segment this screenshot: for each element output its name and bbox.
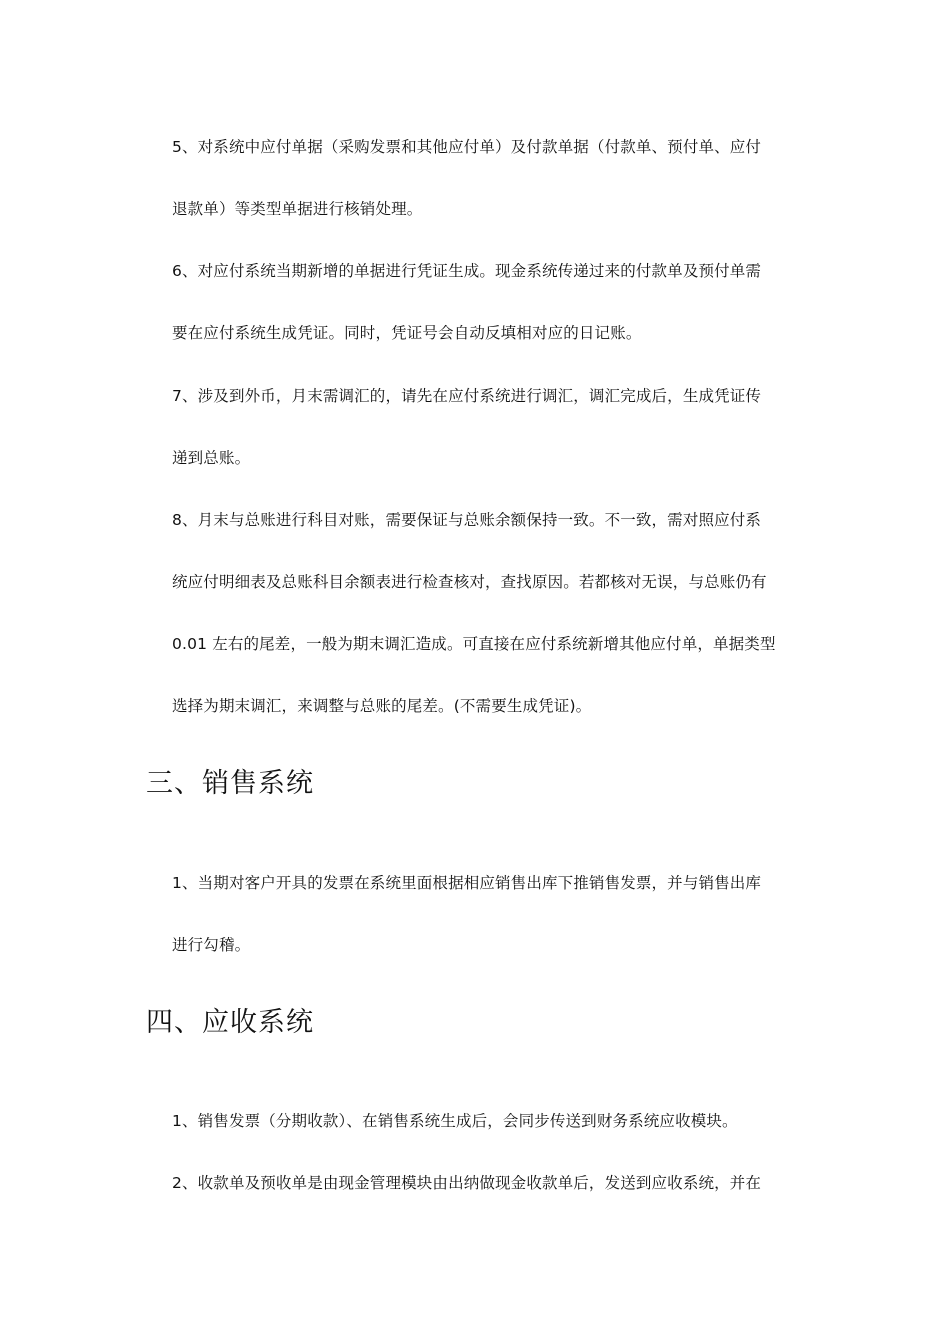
- paragraph-8-line-4: 选择为期末调汇，来调整与总账的尾差。(不需要生成凭证)。: [172, 697, 592, 715]
- paragraph-8-line-3: 0.01 左右的尾差，一般为期末调汇造成。可直接在应付系统新增其他应付单，单据类型: [172, 635, 776, 653]
- receivables-paragraph-2-line-1: 2、收款单及预收单是由现金管理模块由出纳做现金收款单后，发送到应收系统，并在: [172, 1174, 762, 1192]
- paragraph-7-line-2: 递到总账。: [172, 449, 251, 467]
- sales-paragraph-1-line-1: 1、当期对客户开具的发票在系统里面根据相应销售出库下推销售发票，并与销售出库: [172, 874, 762, 892]
- receivables-paragraph-1: 1、销售发票（分期收款）、在销售系统生成后，会同步传送到财务系统应收模块。: [172, 1112, 738, 1130]
- paragraph-6-line-1: 6、对应付系统当期新增的单据进行凭证生成。现金系统传递过来的付款单及预付单需: [172, 262, 762, 280]
- paragraph-6-line-2: 要在应付系统生成凭证。同时，凭证号会自动反填相对应的日记账。: [172, 324, 642, 342]
- paragraph-8-line-1: 8、月末与总账进行科目对账，需要保证与总账余额保持一致。不一致，需对照应付系: [172, 511, 762, 529]
- section-heading-sales: 三、销售系统: [146, 768, 314, 799]
- paragraph-5-line-2: 退款单）等类型单据进行核销处理。: [172, 200, 423, 218]
- paragraph-8-line-2: 统应付明细表及总账科目余额表进行检查核对，查找原因。若都核对无误，与总账仍有: [172, 573, 767, 591]
- sales-paragraph-1-line-2: 进行勾稽。: [172, 936, 251, 954]
- section-heading-receivables: 四、应收系统: [146, 1007, 314, 1038]
- paragraph-7-line-1: 7、涉及到外币，月末需调汇的，请先在应付系统进行调汇，调汇完成后，生成凭证传: [172, 387, 762, 405]
- paragraph-5-line-1: 5、对系统中应付单据（采购发票和其他应付单）及付款单据（付款单、预付单、应付: [172, 138, 762, 156]
